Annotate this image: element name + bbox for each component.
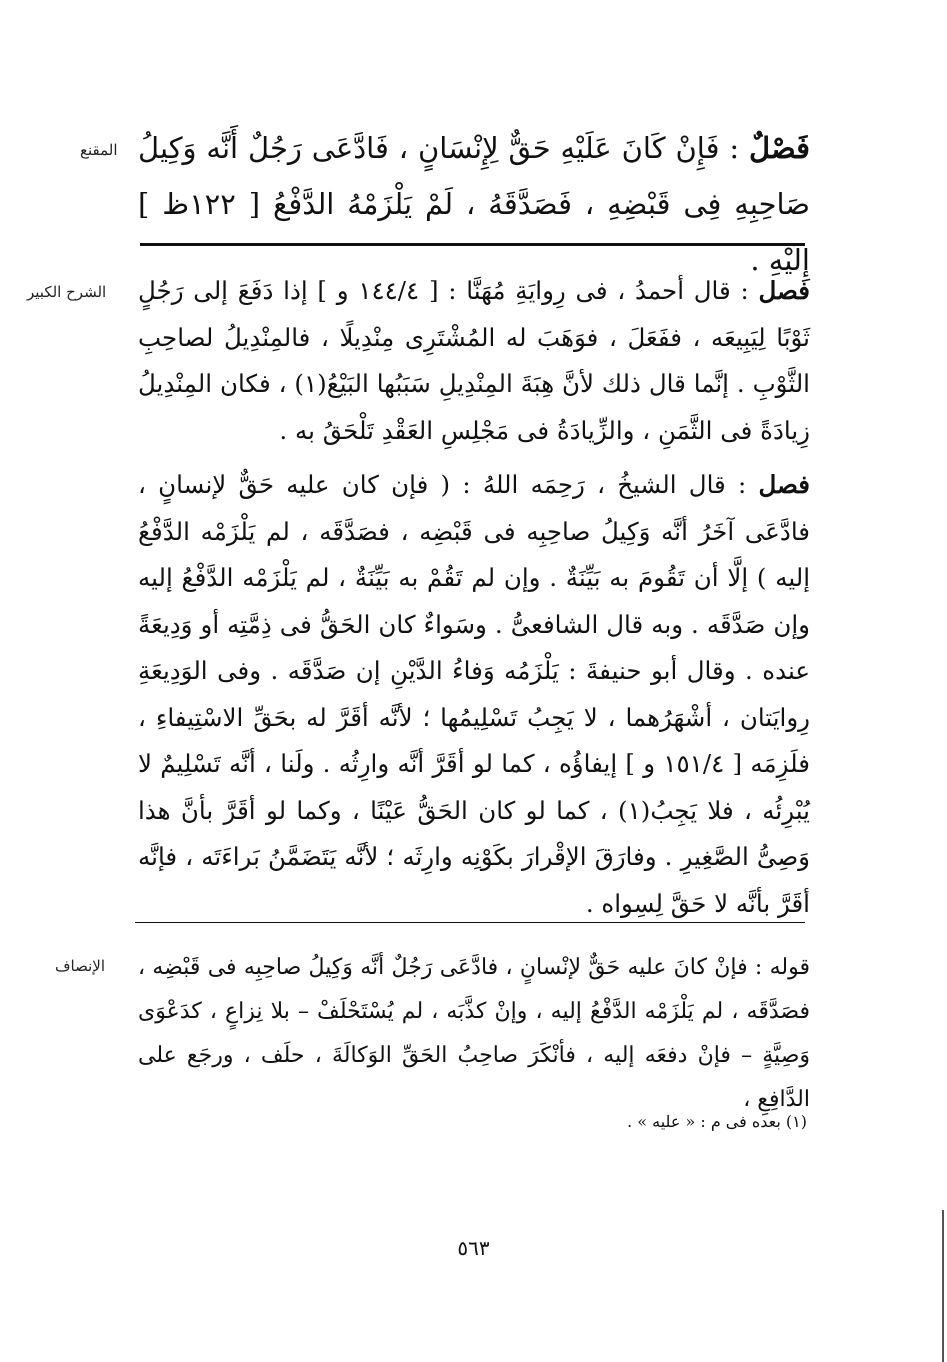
sharh-p1-heading: فصل xyxy=(758,276,810,305)
side-label-sharh: الشرح الكبير xyxy=(27,283,107,301)
muqni-text-block xyxy=(138,120,810,288)
muqni-body: : فَإِنْ كَانَ عَلَيْهِ حَقٌّ لِإِنْسَانٍ ، فَادَّعَى رَجُلٌ أَنَّه وَكِيلُ صَاحِبِهِ فِى قَبْضِهِ ، فَصَدَّقَهُ ، لَمْ يَلْزَمْهُ الدَّفْعُ [ ١٢٢ظ ] إِلَيْهِ . xyxy=(138,131,810,277)
sharh-p2-body: : قال الشيخُ ، رَحِمَه اللهُ : ( فإن كان عليه حَقٌّ لإنسانٍ ، فادَّعَى آخَرُ أنَّه وَكِيلُ صاحِبِه فى قَبْضِه ، فصَدَّقَه ، لم يَلْزَمْه الدَّفْعُ إليه ) إلَّا أن تَقُومَ به بَيِّنَةٌ . وإن لم تَقُمْ به بَيِّنَةٌ ، لم يَلْزَمْه الدَّفْعُ إليه وإن صَدَّقَه . وبه قال الشافعىُّ . وسَواءٌ كان الحَقُّ فى ذِمَّتِه أو وَدِيعَةً عنده . وقال أبو حنيفةَ : يَلْزَمُه وَفاءُ الدَّيْنِ إن صَدَّقَه . وفى الوَدِيعَةِ رِوايَتان ، أشْهَرُهما ، لا يَجِبُ تَسْلِيمُها ؛ لأنَّه أقَرَّ له بحَقِّ الاسْتِيفاءِ ، فلَزِمَه [ ١٥١/٤ و ] إيفاؤُه ، كما لو أقَرَّ أنَّه وارِثُه . ولَنا ، أنَّه تَسْلِيمٌ لا يُبْرِئُه ، فلا يَجِبُ(١) ، كما لو كان الحَقُّ عَيْنًا ، وكما لو أقَرَّ بأنَّ هذا وَصِىُّ الصَّغِيرِ . وفارَقَ الإقْرارَ بكَوْنِه وارِثَه ؛ لأنَّه يَتَضَمَّنُ بَراءَتَه ، فإنَّه أقَرَّ بأنَّه لا حَقَّ لِسِواه . xyxy=(138,470,810,918)
page-number: ٥٦٣ xyxy=(457,1236,490,1260)
sharh-p2-heading: فصل xyxy=(758,470,810,499)
section-divider-thin xyxy=(135,922,805,923)
section-divider-thick xyxy=(140,243,805,246)
sharh-p1-body: : قال أحمدُ ، فى رِوايَةِ مُهَنَّا : [ ١٤٤/٤ و ] إذا دَفَعَ إلى رَجُلٍ ثَوْبًا لِيَبِيعَه ، ففَعَلَ ، فوَهَبَ له المُشْتَرِى مِنْدِيلًا ، فالمِنْدِيلُ لصاحِبِ الثَّوْبِ . إنَّما قال ذلك لأنَّ هِبَةَ المِنْدِيلِ سَبَبُها البَيْعُ(١) ، فكان المِنْدِيلُ زِيادَةً فى الثَّمَنِ ، والزِّيادَةُ فى مَجْلِسِ العَقْدِ تَلْحَقُ به . xyxy=(138,276,810,445)
muqni-heading: فَصْلٌ xyxy=(749,131,810,165)
side-label-muqni: المقنع xyxy=(80,141,118,159)
sharh-text-block xyxy=(138,268,810,927)
insaf-text-block xyxy=(138,946,810,1122)
side-label-insaf: الإنصاف xyxy=(55,957,106,975)
scan-edge-line xyxy=(942,1210,944,1362)
footnote: (١) بعده فى م : « عليه » . xyxy=(627,1112,807,1131)
insaf-body: قوله : فإنْ كانَ عليه حَقٌّ لإنْسانٍ ، فادَّعَى رَجُلٌ أنَّه وَكِيلُ صاحِبِه فى قَبْضِه ، فصَدَّقَه ، لم يَلْزَمْه الدَّفْعُ إليه ، وإنْ كذَّبَه ، لم يُسْتَحْلَفْ – بلا نِزاعٍ ، كدَعْوَى وَصِيَّةٍ – فإنْ دفعَه إليه ، فأنْكَرَ صاحِبُ الحَقِّ الوَكالَةَ ، حلَف ، ورجَع على الدَّافِعِ ، xyxy=(138,955,810,1112)
